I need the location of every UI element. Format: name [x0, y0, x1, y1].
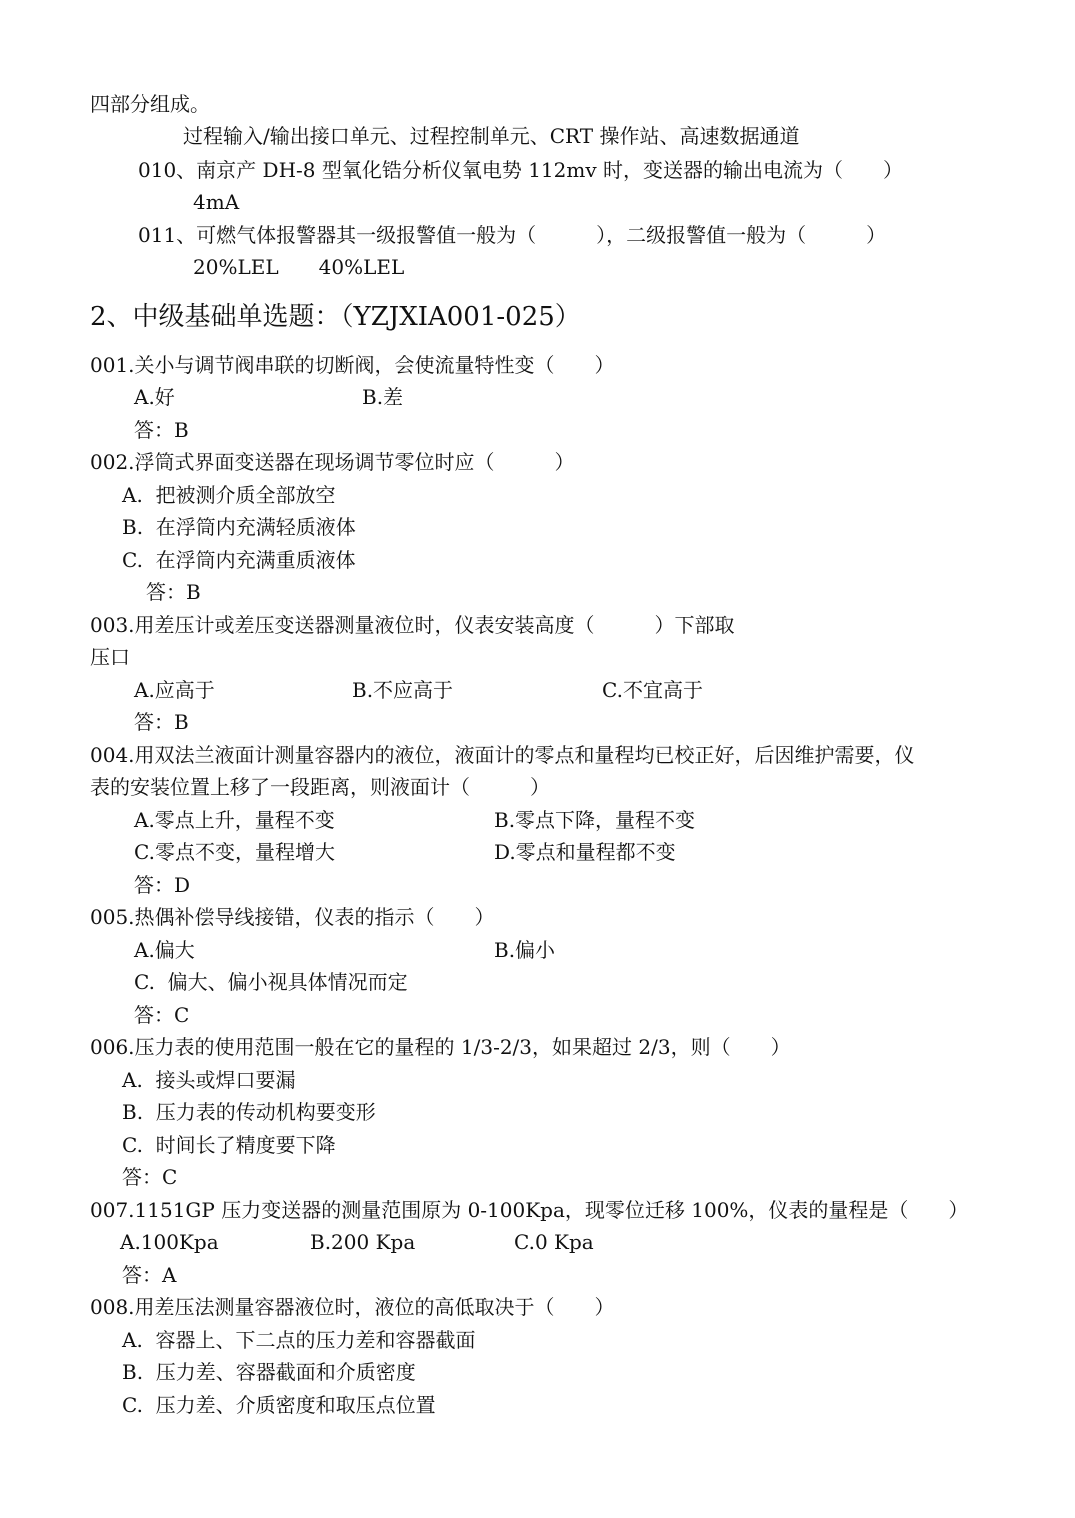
- option-c: C.不宜高于: [602, 678, 703, 702]
- answer-003: 答：B: [134, 710, 189, 734]
- answer-005: 答：C: [134, 1003, 190, 1027]
- option-a: A. 接头或焊口要漏: [122, 1068, 296, 1092]
- option-c: C. 在浮筒内充满重质液体: [122, 548, 356, 572]
- option-b: B.偏小: [494, 938, 556, 962]
- question-006: 006.压力表的使用范围一般在它的量程的 1/3-2/3，如果超过 2/3，则（ ）: [90, 1035, 791, 1059]
- answer-011: 20%LEL 40%LEL: [193, 255, 405, 279]
- question-003-cont: 压口: [90, 645, 130, 669]
- option-c: C. 偏大、偏小视具体情况而定: [134, 970, 408, 994]
- option-c: C.零点不变，量程增大: [134, 840, 335, 864]
- answer-001: 答：B: [134, 418, 189, 442]
- option-a: A.100Kpa: [120, 1230, 219, 1254]
- option-a: A.好: [134, 385, 175, 409]
- question-010: 010、南京产 DH-8 型氧化锆分析仪氧电势 112mv 时，变送器的输出电流为（ ）: [138, 158, 903, 182]
- intro-line: 四部分组成。: [90, 92, 210, 116]
- answer-007: 答：A: [122, 1263, 177, 1287]
- option-b: B.不应高于: [352, 678, 454, 702]
- option-a: A.应高于: [134, 678, 215, 702]
- option-b: B.差: [362, 385, 404, 409]
- question-002: 002.浮筒式界面变送器在现场调节零位时应（ ）: [90, 450, 575, 474]
- option-c: C. 压力差、介质密度和取压点位置: [122, 1393, 436, 1417]
- option-a: A. 把被测介质全部放空: [122, 483, 336, 507]
- option-a: A.零点上升，量程不变: [134, 808, 335, 832]
- option-c: C. 时间长了精度要下降: [122, 1133, 336, 1157]
- section-heading: 2、中级基础单选题：（YZJXIA001-025）: [90, 302, 581, 332]
- option-a: A. 容器上、下二点的压力差和容器截面: [122, 1328, 476, 1352]
- question-011: 011、可燃气体报警器其一级报警值一般为（ ），二级报警值一般为（ ）: [138, 223, 887, 247]
- question-001: 001.关小与调节阀串联的切断阀，会使流量特性变（ ）: [90, 353, 615, 377]
- question-005: 005.热偶补偿导线接错，仪表的指示（ ）: [90, 905, 495, 929]
- option-b: B. 在浮筒内充满轻质液体: [122, 515, 356, 539]
- answer-002: 答：B: [146, 580, 201, 604]
- option-b: B.200 Kpa: [310, 1230, 416, 1254]
- answer-010: 4mA: [193, 190, 240, 214]
- option-b: B.零点下降，量程不变: [494, 808, 696, 832]
- option-a: A.偏大: [134, 938, 195, 962]
- question-004-cont: 表的安装位置上移了一段距离，则液面计（ ）: [90, 775, 550, 799]
- intro-answer: 过程输入/输出接口单元、过程控制单元、CRT 操作站、高速数据通道: [183, 124, 800, 148]
- question-003: 003.用差压计或差压变送器测量液位时，仪表安装高度（ ）下部取: [90, 613, 735, 637]
- answer-006: 答：C: [122, 1165, 178, 1189]
- answer-004: 答：D: [134, 873, 191, 897]
- option-c: C.0 Kpa: [514, 1230, 594, 1254]
- option-b: B. 压力表的传动机构要变形: [122, 1100, 376, 1124]
- option-b: B. 压力差、容器截面和介质密度: [122, 1360, 416, 1384]
- question-004: 004.用双法兰液面计测量容器内的液位，液面计的零点和量程均已校正好，后因维护需要，仪: [90, 743, 915, 767]
- option-d: D.零点和量程都不变: [494, 840, 676, 864]
- question-007: 007.1151GP 压力变送器的测量范围原为 0-100Kpa，现零位迁移 100%，仪表的量程是（ ）: [90, 1198, 969, 1222]
- question-008: 008.用差压法测量容器液位时，液位的高低取决于（ ）: [90, 1295, 615, 1319]
